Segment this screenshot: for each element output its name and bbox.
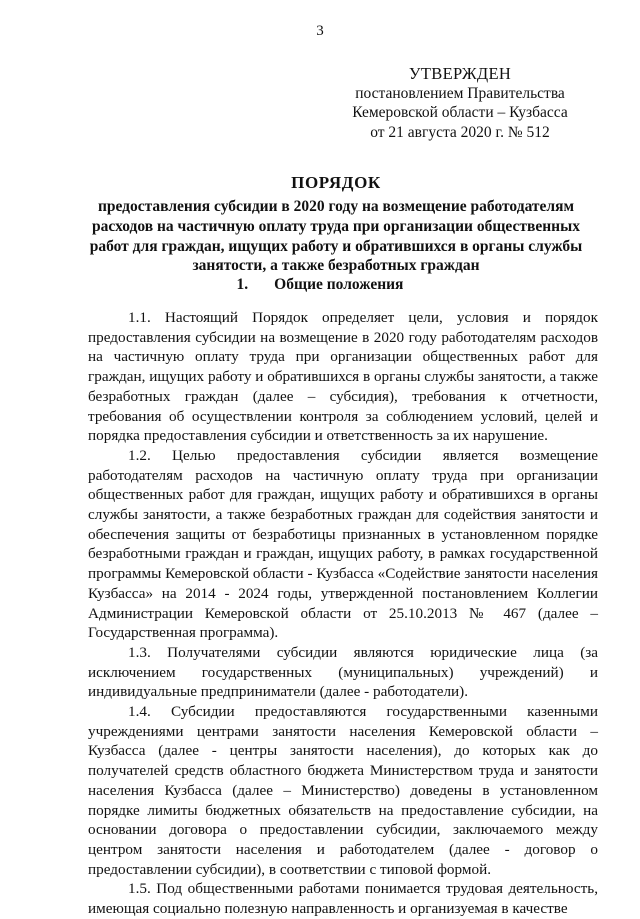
paragraph: 1.3. Получателями субсидии являются юридические лица (за исключением государственных (муниципальных) учреждений) и индивидуальные предприниматели (далее - работодатели). (88, 643, 598, 701)
section-title: Общие положения (274, 276, 404, 293)
approval-line: постановлением Правительства (355, 84, 565, 102)
title-block (86, 172, 586, 276)
approval-line: Кемеровской области – Кузбасса (352, 104, 568, 121)
page-number: 3 (316, 23, 324, 39)
section-heading (0, 275, 640, 295)
approval-line: от 21 августа 2020 г. № 512 (370, 123, 550, 141)
paragraph: 1.1. Настоящий Порядок определяет цели, условия и порядок предоставления субсидии на возмещение в 2020 году работодателям расходов на частичную оплату труда при организации общественных работ для граждан, ищущих работу и обратившихся в органы службы занятости, а также безработных граждан (далее – субсидия), требования к отчетности, требования об осуществлении контроля за соблюдением условий, целей и порядка предоставления субсидии и ответственность за их нарушение. (88, 309, 598, 445)
document-subtitle: предоставления субсидии в 2020 году на возмещение работодателям расходов на частичную оплату труда при организации общественных работ для граждан, ищущих работу и обратившихся в органы службы занятости, а также безработных граждан (89, 198, 583, 275)
document-title: ПОРЯДОК (291, 173, 381, 192)
body-text (88, 308, 598, 919)
approval-head: УТВЕРЖДЕН (408, 64, 512, 83)
approval-block (330, 64, 590, 142)
section-number: 1. (236, 276, 249, 293)
paragraph: 1.2. Целью предоставления субсидии является возмещение работодателям расходов на частичную оплату труда при организации общественных работ для граждан, ищущих работу и обратившихся в органы службы занятости, а также безработных граждан для содействия занятости и обеспечения защиты от безработицы признанных в установленном порядке безработными граждан и граждан, ищущих работу, в рамках государственной программы Кемеровской области - Кузбасса «Содействие занятости населения Кузбасса» на 2014 - 2024 годы, утвержденной постановлением Коллегии Администрации Кемеровской области от 25.10.2013 № 467 (далее – Государственная программа). (88, 446, 598, 642)
paragraph: 1.5. Под общественными работами понимается трудовая деятельность, имеющая социально полезную направленность и организуемая в качестве (88, 880, 598, 918)
paragraph: 1.4. Субсидии предоставляются государственными казенными учреждениями центрами занятости населения Кемеровской области – Кузбасса (далее - центры занятости населения), до которых как до получателей средств областного бюджета Министерством труда и занятости населения Кузбасса (далее – Министерство) доведены в установленном порядке лимиты бюджетных обязательств на предоставление субсидии, на основании договора о предоставлении субсидии, заключаемого между центром занятости населения и работодателем (далее - договор о предоставлении субсидии), в соответствии с типовой формой. (88, 703, 598, 878)
